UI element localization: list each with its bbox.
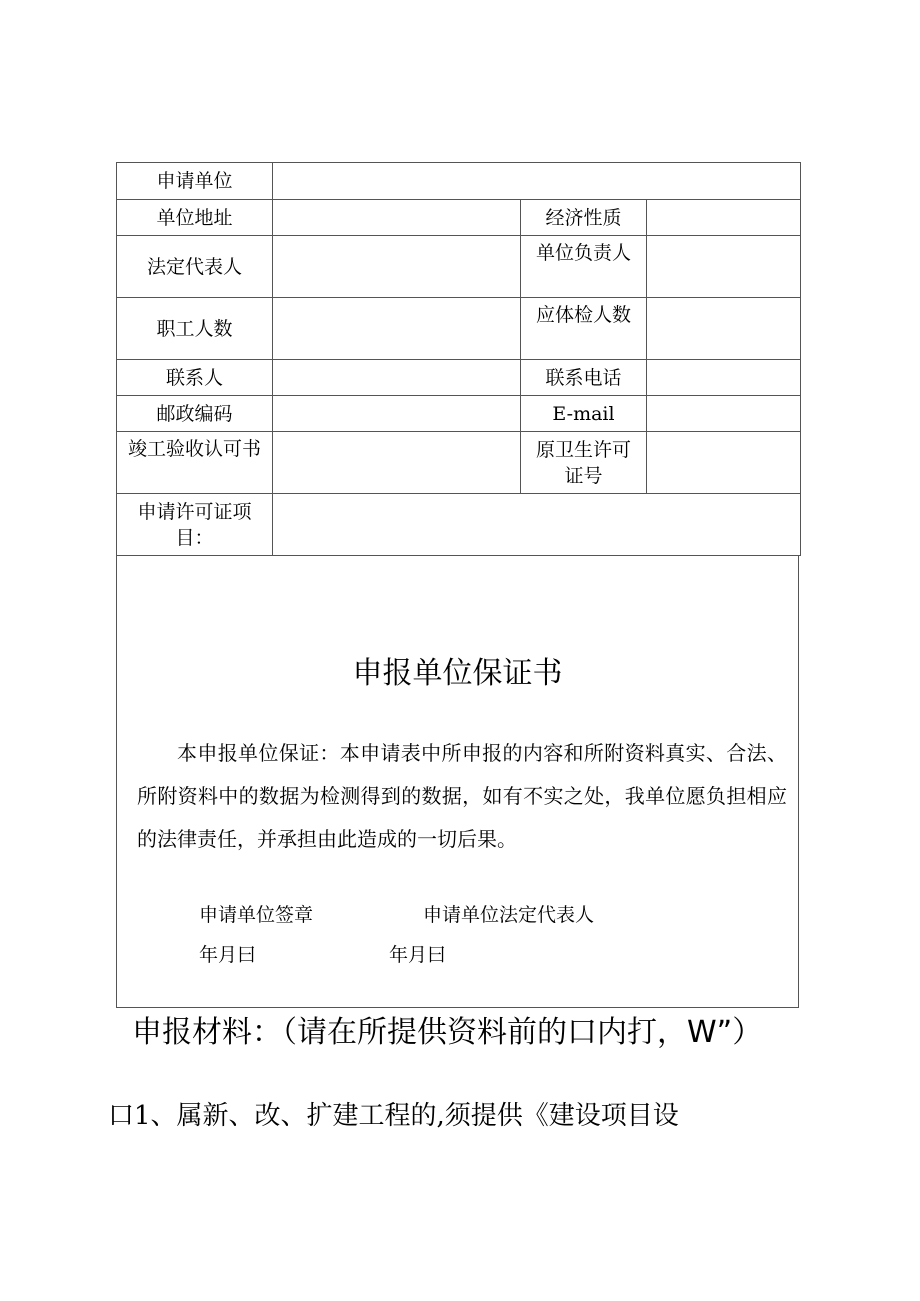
field-contact-person[interactable] (273, 360, 521, 396)
label-permit-items-line1: 申请许可证项 (137, 500, 252, 523)
label-legal-representative: 法定代表人 (117, 236, 273, 298)
label-unit-head: 单位负责人 (521, 236, 647, 298)
label-original-license-line1: 原卫生许可 (535, 438, 631, 461)
guarantee-body: 本申报单位保证：本申请表中所申报的内容和所附资料真实、合法、所附资料中的数据为检测得到的数据，如有不实之处，我单位愿负担相应的法律责任，并承担由此造成的一切后果。 (137, 741, 787, 851)
field-economic-nature[interactable] (647, 200, 801, 236)
seal-label: 申请单位签章 (199, 904, 314, 926)
field-applicant-unit[interactable] (273, 163, 801, 200)
label-original-license-line2: 证号 (564, 464, 603, 487)
label-email: E-mail (521, 396, 647, 432)
date-left: 年月曰 (199, 944, 257, 966)
materials-item-1: 口1、属新、改、扩建工程的,须提供《建设项目设 (108, 1101, 679, 1131)
date-right: 年月曰 (389, 944, 447, 966)
field-contact-phone[interactable] (647, 360, 801, 396)
field-unit-address[interactable] (273, 200, 521, 236)
field-exam-count[interactable] (647, 298, 801, 360)
field-unit-head[interactable] (647, 236, 801, 298)
field-legal-representative[interactable] (273, 236, 521, 298)
label-original-license (521, 432, 647, 494)
label-contact-phone: 联系电话 (521, 360, 647, 396)
guarantee-section (116, 556, 799, 1008)
label-completion-permit: 竣工验收认可书 (117, 432, 273, 494)
field-completion-permit[interactable] (273, 432, 521, 494)
field-postal-code[interactable] (273, 396, 521, 432)
field-email[interactable] (647, 396, 801, 432)
label-economic-nature: 经济性质 (521, 200, 647, 236)
label-exam-count: 应体检人数 (521, 298, 647, 360)
guarantee-title: 申报单位保证书 (352, 656, 563, 691)
application-form-table (116, 162, 801, 556)
label-contact-person: 联系人 (117, 360, 273, 396)
materials-heading: 申报材料：（请在所提供资料前的口内打，W”） (132, 1015, 763, 1050)
label-permit-items-line2: 目： (175, 526, 214, 549)
field-employee-count[interactable] (273, 298, 521, 360)
legal-rep-signature-label: 申请单位法定代表人 (423, 904, 595, 926)
label-applicant-unit: 申请单位 (117, 163, 273, 200)
field-permit-items[interactable] (273, 494, 801, 556)
label-permit-items (117, 494, 273, 556)
label-postal-code: 邮政编码 (117, 396, 273, 432)
label-employee-count: 职工人数 (117, 298, 273, 360)
field-original-license[interactable] (647, 432, 801, 494)
label-unit-address: 单位地址 (117, 200, 273, 236)
